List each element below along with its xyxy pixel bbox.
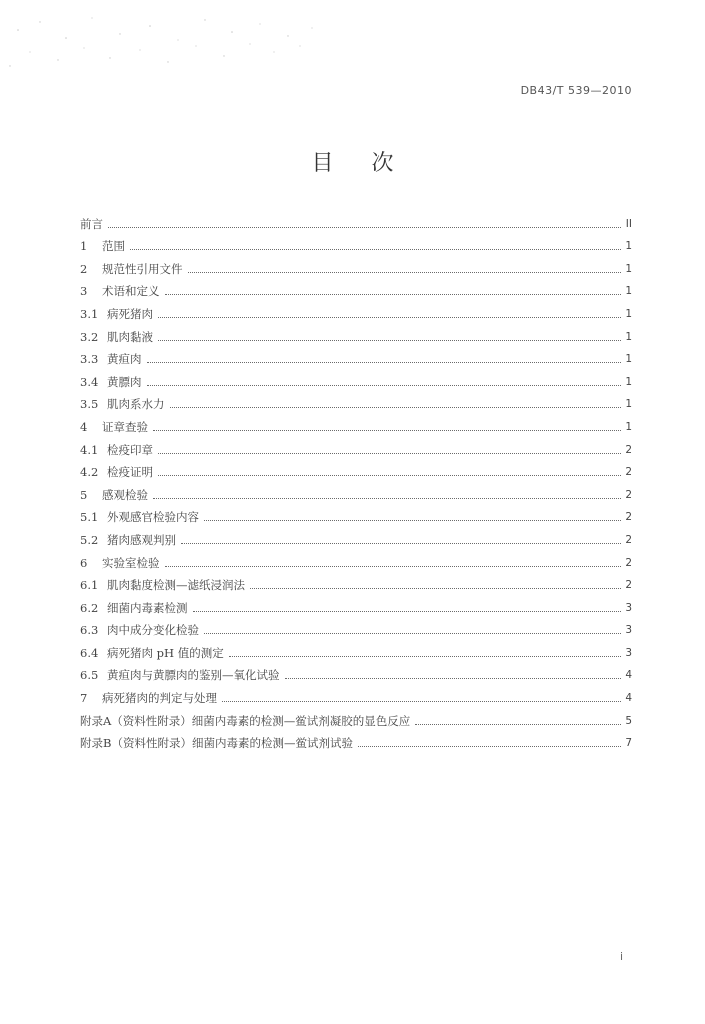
toc-dot-leader	[188, 272, 622, 273]
toc-entry[interactable]	[80, 660, 632, 683]
toc-entry-title: 检疫证明	[107, 465, 153, 480]
toc-entry-title: 附录B（资料性附录）细菌内毒素的检测—鲎试剂试验	[80, 736, 353, 751]
toc-dot-leader	[147, 362, 622, 363]
toc-entry[interactable]	[80, 637, 632, 660]
toc-entry-page: 2	[625, 579, 632, 592]
toc-entry-title: 附录A（资料性附录）细菌内毒素的检测—鲎试剂凝胶的显色反应	[80, 713, 411, 728]
toc-entry-title: 黄疸肉	[107, 352, 142, 367]
toc-entry-title: 外观感官检验内容	[107, 510, 199, 525]
toc-entry-page: 1	[625, 353, 632, 366]
toc-entry[interactable]	[80, 276, 632, 299]
toc-entry[interactable]	[80, 502, 632, 525]
toc-entry[interactable]	[80, 344, 632, 367]
toc-entry-number: 3.2	[80, 329, 99, 344]
toc-dot-leader	[130, 249, 621, 250]
toc-entry-number: 3.4	[80, 374, 99, 389]
toc-dot-leader	[158, 340, 621, 341]
toc-entry-page: 4	[625, 692, 632, 705]
toc-entry[interactable]	[80, 298, 632, 321]
toc-dot-leader	[153, 498, 621, 499]
toc-dot-leader	[165, 566, 622, 567]
toc-entry-page: 1	[625, 262, 632, 275]
toc-entry-page: 1	[625, 330, 632, 343]
toc-entry-title: 实验室检验	[102, 555, 160, 570]
toc-entry-page: 2	[625, 466, 632, 479]
toc-entry-page: 5	[625, 714, 632, 727]
toc-entry[interactable]	[80, 389, 632, 412]
toc-entry-number: 6	[80, 555, 88, 570]
toc-entry-title: 证章查验	[102, 419, 148, 434]
toc-entry[interactable]	[80, 570, 632, 593]
toc-dot-leader	[285, 678, 622, 679]
toc-entry-title: 前言	[80, 216, 103, 231]
toc-entry[interactable]	[80, 208, 632, 231]
toc-entry-number: 1	[80, 239, 88, 254]
toc-entry[interactable]	[80, 231, 632, 254]
toc-dot-leader	[153, 430, 621, 431]
toc-entry-title: 肌肉黏液	[107, 329, 153, 344]
toc-entry-number: 7	[80, 691, 88, 706]
toc-entry[interactable]	[80, 705, 632, 728]
page-title: 目次	[311, 151, 432, 176]
toc-entry-page: 1	[625, 375, 632, 388]
page-number: i	[620, 950, 624, 963]
toc-entry-title: 病死猪肉 pH 值的测定	[107, 645, 224, 660]
toc-entry-title: 规范性引用文件	[102, 261, 183, 276]
toc-entry[interactable]	[80, 366, 632, 389]
toc-entry-title: 范围	[102, 239, 125, 254]
toc-entry-page: 2	[625, 443, 632, 456]
toc-entry-number: 6.4	[80, 645, 99, 660]
toc-dot-leader	[165, 294, 622, 295]
toc-entry-number: 5.1	[80, 510, 99, 525]
toc-entry-number: 4.2	[80, 465, 99, 480]
toc-dot-leader	[158, 317, 621, 318]
toc-entry-title: 细菌内毒素检测	[107, 600, 188, 615]
toc-entry[interactable]	[80, 592, 632, 615]
toc-entry-page: 1	[625, 240, 632, 253]
toc-entry[interactable]	[80, 615, 632, 638]
toc-entry-page: 3	[625, 646, 632, 659]
toc-entry-page: 3	[625, 601, 632, 614]
toc-dot-leader	[181, 543, 621, 544]
toc-entry-number: 2	[80, 261, 88, 276]
toc-entry-number: 4	[80, 419, 88, 434]
toc-entry-number: 3.3	[80, 352, 99, 367]
toc-dot-leader	[108, 227, 621, 228]
toc-entry-title: 检疫印章	[107, 442, 153, 457]
toc-entry-number: 4.1	[80, 442, 99, 457]
toc-entry-title: 病死猪肉	[107, 306, 153, 321]
toc-entry-number: 3.1	[80, 306, 99, 321]
toc-entry-number: 5.2	[80, 532, 99, 547]
toc-dot-leader	[158, 453, 621, 454]
toc-entry-page: 2	[625, 488, 632, 501]
toc-entry-title: 感观检验	[102, 487, 148, 502]
toc-entry-title: 肌肉系水力	[107, 397, 165, 412]
toc-entry[interactable]	[80, 321, 632, 344]
toc-entry[interactable]	[80, 728, 632, 751]
toc-dot-leader	[204, 520, 621, 521]
toc-entry-title: 肉中成分变化检验	[107, 623, 199, 638]
toc-entry-page: 7	[625, 737, 632, 750]
toc-entry-page: 2	[625, 533, 632, 546]
toc-entry[interactable]	[80, 411, 632, 434]
toc-entry-number: 3	[80, 284, 88, 299]
toc-entry-page: 2	[625, 556, 632, 569]
table-of-contents	[80, 208, 632, 750]
toc-entry[interactable]	[80, 457, 632, 480]
toc-dot-leader	[415, 724, 621, 725]
toc-entry-number: 3.5	[80, 397, 99, 412]
toc-entry[interactable]	[80, 434, 632, 457]
toc-entry[interactable]	[80, 253, 632, 276]
toc-entry-page: 1	[625, 307, 632, 320]
toc-entry-page: 4	[625, 669, 632, 682]
toc-entry-title: 肌肉黏度检测—滤纸浸润法	[107, 578, 245, 593]
toc-entry-page: 3	[625, 624, 632, 637]
toc-dot-leader	[204, 633, 621, 634]
toc-dot-leader	[158, 475, 621, 476]
toc-entry[interactable]	[80, 479, 632, 502]
toc-entry-title: 黄疸肉与黄膘肉的鉴别—氧化试验	[107, 668, 280, 683]
toc-dot-leader	[222, 701, 621, 702]
toc-entry-title: 猪肉感观判别	[107, 532, 176, 547]
standard-code: DB43/T 539—2010	[520, 84, 632, 97]
toc-entry-number: 6.3	[80, 623, 99, 638]
toc-entry-title: 病死猪肉的判定与处理	[102, 691, 217, 706]
toc-dot-leader	[250, 588, 621, 589]
toc-entry-page: 1	[625, 398, 632, 411]
toc-dot-leader	[147, 385, 622, 386]
toc-entry-number: 6.2	[80, 600, 99, 615]
toc-entry-page: 2	[625, 511, 632, 524]
toc-entry-page: 1	[625, 285, 632, 298]
toc-dot-leader	[229, 656, 621, 657]
toc-entry-number: 6.1	[80, 578, 99, 593]
toc-dot-leader	[193, 611, 622, 612]
scan-speckle-noise	[0, 0, 360, 90]
toc-dot-leader	[170, 407, 622, 408]
toc-entry-number: 5	[80, 487, 88, 502]
toc-entry[interactable]	[80, 682, 632, 705]
toc-entry-page: 1	[625, 420, 632, 433]
toc-dot-leader	[358, 746, 621, 747]
toc-entry-number: 6.5	[80, 668, 99, 683]
toc-entry[interactable]	[80, 524, 632, 547]
toc-entry-title: 术语和定义	[102, 284, 160, 299]
toc-entry-title: 黄膘肉	[107, 374, 142, 389]
toc-entry[interactable]	[80, 547, 632, 570]
toc-entry-page: II	[625, 217, 632, 230]
